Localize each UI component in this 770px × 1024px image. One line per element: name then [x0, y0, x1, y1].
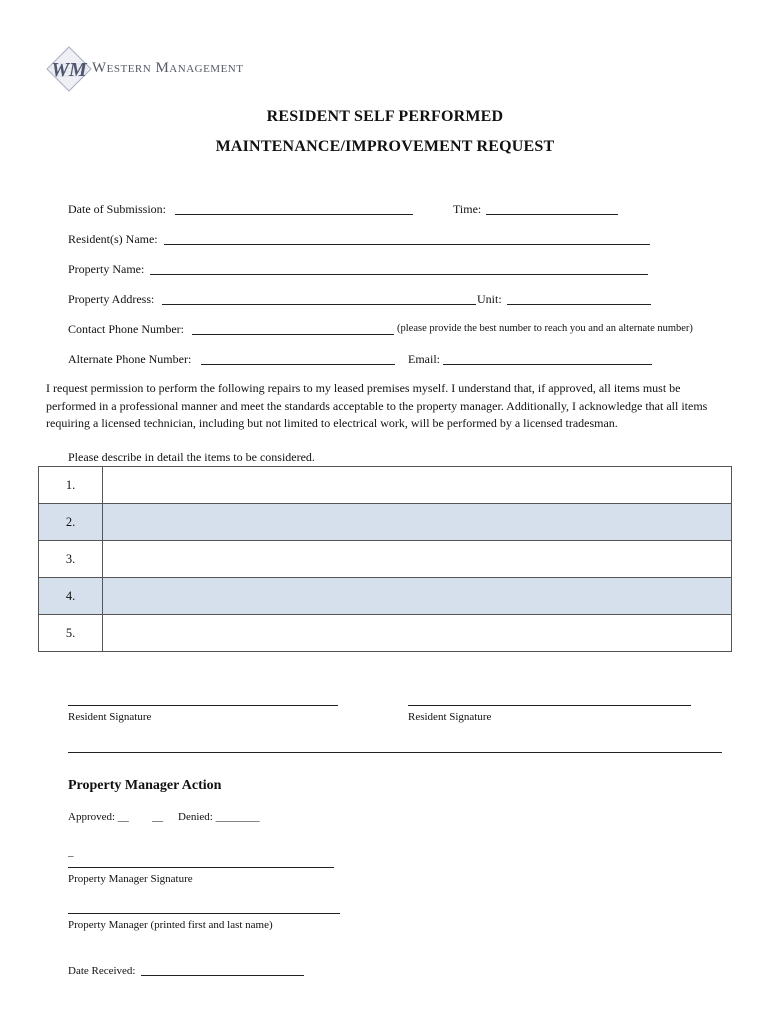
items-prompt: Please describe in detail the items to be considered.: [68, 450, 315, 464]
email-field[interactable]: [443, 364, 652, 365]
property-address-field[interactable]: [162, 304, 476, 305]
date-received-label: Date Received:: [68, 965, 136, 977]
time-label: Time:: [453, 202, 482, 216]
alternate-phone-field[interactable]: [201, 364, 395, 365]
resident-signature-line-left[interactable]: [68, 705, 338, 706]
item-description-cell[interactable]: [103, 504, 732, 541]
date-of-submission-label: Date of Submission:: [68, 202, 166, 216]
manager-signature-label: Property Manager Signature: [68, 873, 193, 885]
resident-signature-label-right: Resident Signature: [408, 711, 492, 723]
logo-diamond-icon: [46, 46, 92, 92]
item-row: [39, 578, 732, 615]
residents-name-label: Resident(s) Name:: [68, 232, 158, 246]
contact-phone-label: Contact Phone Number:: [68, 322, 184, 336]
residents-name-field[interactable]: [164, 244, 650, 245]
contact-phone-note: (please provide the best number to reach you and an alternate number): [397, 323, 693, 334]
section-divider: [68, 752, 722, 753]
manager-printed-label: Property Manager (printed first and last name): [68, 919, 273, 931]
item-description-cell[interactable]: [103, 467, 732, 504]
item-row: [39, 541, 732, 578]
contact-phone-field[interactable]: [192, 334, 394, 335]
time-field[interactable]: [486, 214, 618, 215]
form-title-line1: RESIDENT SELF PERFORMED: [266, 108, 504, 125]
permission-statement: I request permission to perform the following repairs to my leased premises myself. I understand that, if approved, all items must be performed in a professional manner and meet the standards acceptable to the property manager. Additionally, I acknowledge that all items requiring a licensed technician, including but not limited to electrical work, will be performed by a licensed tradesman.: [46, 381, 708, 430]
logo-monogram: WM: [51, 59, 87, 81]
alternate-phone-label: Alternate Phone Number:: [68, 352, 192, 366]
manager-printed-line[interactable]: [68, 913, 340, 914]
unit-field[interactable]: [507, 304, 651, 305]
company-name: Western Management: [92, 60, 244, 76]
manager-action-heading: Property Manager Action: [68, 778, 222, 793]
item-number: 4.: [39, 578, 103, 615]
form-title-line2: MAINTENANCE/IMPROVEMENT REQUEST: [215, 138, 555, 155]
resident-signature-label-left: Resident Signature: [68, 711, 152, 723]
item-description-cell[interactable]: [103, 615, 732, 652]
item-row: [39, 504, 732, 541]
unit-label: Unit:: [477, 292, 502, 306]
property-address-label: Property Address:: [68, 292, 155, 306]
approved-tail: __: [152, 811, 163, 823]
item-number: 3.: [39, 541, 103, 578]
property-name-label: Property Name:: [68, 262, 145, 276]
item-number: 2.: [39, 504, 103, 541]
email-label: Email:: [408, 352, 440, 366]
approved-label[interactable]: Approved: __: [68, 811, 129, 823]
resident-signature-line-right[interactable]: [408, 705, 691, 706]
item-number: 5.: [39, 615, 103, 652]
dash-mark: _: [68, 846, 74, 858]
company-logo: [46, 46, 246, 94]
item-description-cell[interactable]: [103, 578, 732, 615]
items-table: [38, 466, 732, 652]
item-row: [39, 467, 732, 504]
denied-label[interactable]: Denied: ________: [178, 811, 260, 823]
date-received-field[interactable]: [141, 975, 304, 976]
date-of-submission-field[interactable]: [175, 214, 413, 215]
item-description-cell[interactable]: [103, 541, 732, 578]
manager-signature-line[interactable]: [68, 867, 334, 868]
property-name-field[interactable]: [150, 274, 648, 275]
item-row: [39, 615, 732, 652]
item-number: 1.: [39, 467, 103, 504]
